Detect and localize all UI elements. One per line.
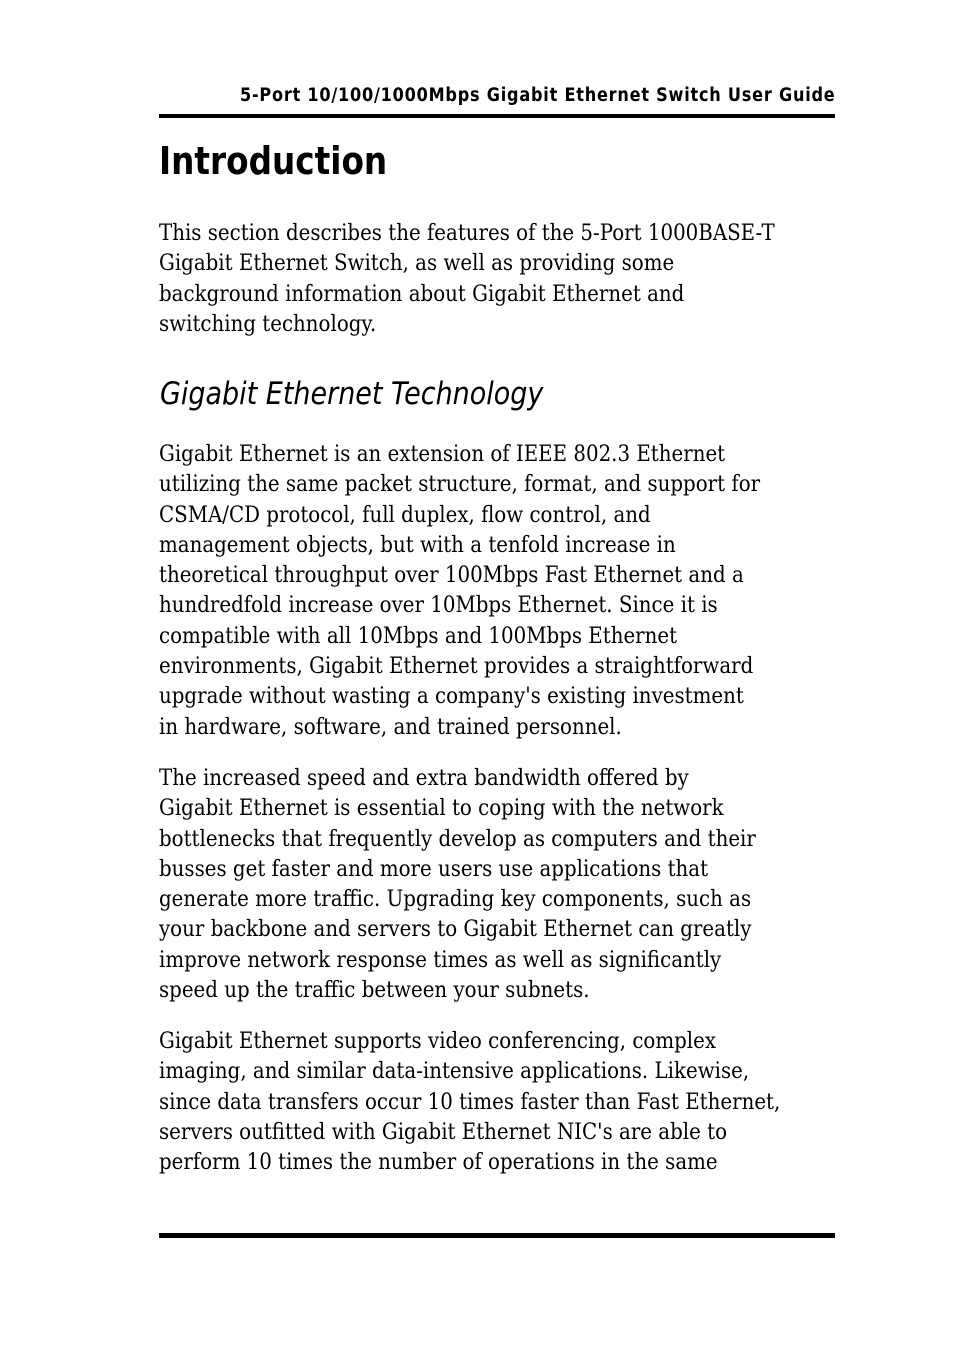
intro-paragraph	[159, 219, 835, 340]
paragraph-line: management objects, but with a tenfold increase in	[159, 532, 676, 558]
paragraph-line: CSMA/CD protocol, full duplex, flow control, and	[159, 502, 651, 528]
paragraph-line: since data transfers occur 10 times faster than Fast Ethernet,	[159, 1089, 781, 1115]
paragraph-line: This section describes the features of the 5-Port 1000BASE-T	[159, 221, 775, 246]
paragraph-line: imaging, and similar data-intensive applications. Likewise,	[159, 1059, 750, 1085]
header-rule	[159, 114, 835, 118]
paragraph-line: utilizing the same packet structure, format, and support for	[159, 472, 761, 498]
paragraph-line: Gigabit Ethernet supports video conferencing, complex	[159, 1029, 717, 1054]
document-page	[159, 0, 835, 1353]
footer-rule	[159, 1233, 835, 1238]
chapter-title: Introduction	[159, 139, 388, 183]
paragraph-line: background information about Gigabit Ethernet and	[159, 281, 685, 307]
paragraph-line: Gigabit Ethernet is an extension of IEEE 802.3 Ethernet	[159, 442, 726, 467]
paragraph-line: The increased speed and extra bandwidth offered by	[159, 766, 689, 791]
body-paragraph-1	[159, 440, 835, 743]
paragraph-line: servers outfitted with Gigabit Ethernet NIC's are able to	[159, 1119, 728, 1145]
paragraph-line: hundredfold increase over 10Mbps Ethernet. Since it is	[159, 593, 718, 619]
body-paragraph-3	[159, 1027, 835, 1178]
running-header: 5-Port 10/100/1000Mbps Gigabit Ethernet Switch User Guide	[239, 85, 835, 106]
paragraph-line: Gigabit Ethernet is essential to coping with the network	[159, 796, 724, 822]
paragraph-line: Gigabit Ethernet Switch, as well as providing some	[159, 251, 675, 277]
paragraph-line: theoretical throughput over 100Mbps Fast Ethernet and a	[159, 563, 744, 589]
body-paragraph-2	[159, 764, 835, 1006]
paragraph-line: speed up the traffic between your subnets.	[159, 978, 590, 1004]
paragraph-line: generate more traffic. Upgrading key components, such as	[159, 887, 752, 913]
paragraph-line: switching technology.	[159, 311, 377, 337]
paragraph-line: in hardware, software, and trained personnel.	[159, 714, 622, 740]
paragraph-line: upgrade without wasting a company's existing investment	[159, 684, 744, 710]
paragraph-line: busses get faster and more users use applications that	[159, 856, 709, 882]
section-title: Gigabit Ethernet Technology	[160, 376, 544, 412]
paragraph-line: bottlenecks that frequently develop as computers and their	[159, 826, 756, 852]
paragraph-line: perform 10 times the number of operations in the same	[159, 1150, 718, 1176]
paragraph-line: improve network response times as well as significantly	[159, 947, 722, 973]
paragraph-line: your backbone and servers to Gigabit Ethernet can greatly	[159, 917, 752, 943]
paragraph-line: environments, Gigabit Ethernet provides a straightforward	[159, 654, 754, 680]
paragraph-line: compatible with all 10Mbps and 100Mbps Ethernet	[159, 623, 678, 649]
